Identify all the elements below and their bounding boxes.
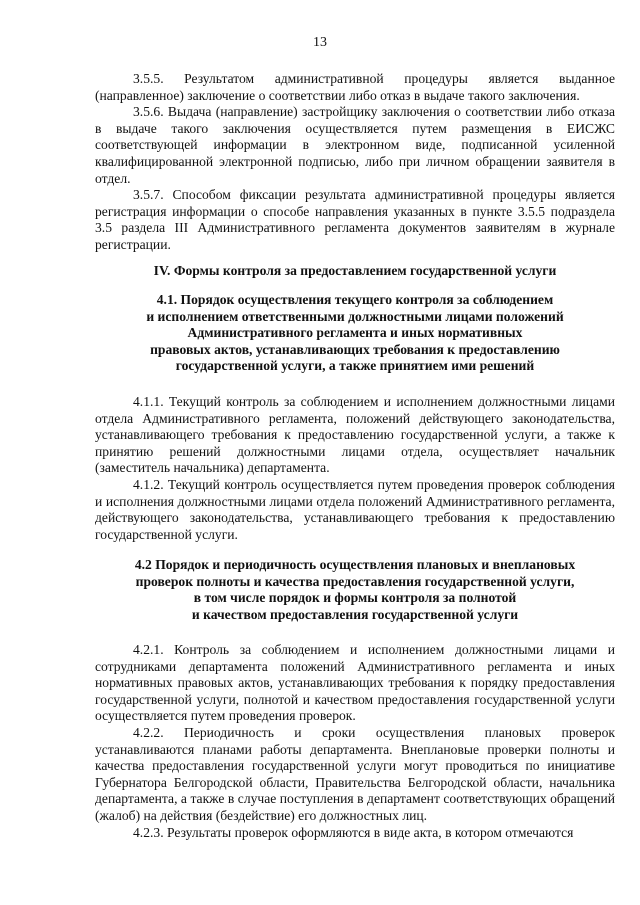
paragraph-3-5-7: 3.5.7. Способом фиксации результата административной процедуры является регистрация информации о способе направления указанных в пункте 3.5.5 подраздела 3.5 раздела III Административного регламента документов заявителям в журнале регистрации. [95, 187, 615, 252]
paragraph-4-2-1: 4.2.1. Контроль за соблюдением и исполнением должностными лицами и сотрудниками департамента положений Административного регламента и иных нормативных правовых актов, устанавливающих требования к порядку предоставления государственной услуги, полнотой и качеством предоставления государственной услуги осуществляется путем проведения проверок. [95, 642, 615, 724]
paragraph-4-2-2: 4.2.2. Периодичность и сроки осуществления плановых проверок устанавливаются планами работы департамента. Внеплановые проверки полноты и качества предоставления государственной услуги могут проводиться по инициативе Губернатора Белгородской области, Правительства Белгородской области, начальника департамента, а также в случае поступления в департамент соответствующих обращений (жалоб) на действия (бездействие) его должностных лиц. [95, 724, 615, 823]
paragraph-3-5-5: 3.5.5. Результатом административной процедуры является выданное (направленное) заключение о соответствии либо отказ в выдаче такого заключения. [95, 71, 615, 103]
paragraph-4-2-3: 4.2.3. Результаты проверок оформляются в виде акта, в котором отмечаются [133, 824, 574, 840]
block-4-2 [95, 642, 615, 841]
heading-4-2-line: проверок полноты и качества предоставления государственной услуги, [135, 573, 575, 589]
heading-4-1-line: Административного регламента и иных нормативных [187, 325, 523, 341]
heading-4-2 [95, 557, 615, 623]
paragraph-4-1-2: 4.1.2. Текущий контроль осуществляется путем проведения проверок соблюдения и исполнения должностными лицами отдела положений Административного регламента, действующего законодательства, устанавливающего требования к предоставлению государственной услуги. [95, 476, 615, 542]
heading-4-2-line: 4.2 Порядок и периодичность осуществления плановых и внеплановых [134, 557, 576, 572]
heading-4-2-line: и качеством предоставления государственной услуги [191, 606, 519, 622]
heading-4-1 [95, 292, 615, 375]
heading-4-1-line: и исполнением ответственными должностными лицами положений [146, 308, 564, 324]
section-4-title: IV. Формы контроля за предоставлением государственной услуги [153, 263, 557, 278]
heading-4-1-line: государственной услуги, а также принятием ими решений [175, 358, 535, 374]
paragraph-4-1-1: 4.1.1. Текущий контроль за соблюдением и исполнением должностными лицами отдела Административного регламента, положений действующего законодательства, устанавливающего требования к предоставлению государственной услуги, а также к принятию решений должностными лицами отдела, осуществляет начальник (заместитель начальника) департамента. [95, 394, 615, 476]
block-4-1 [95, 394, 615, 543]
heading-4-1-line: 4.1. Порядок осуществления текущего контроля за соблюдением [156, 292, 554, 307]
block-3-5 [95, 71, 615, 254]
heading-4-1-line: правовых актов, устанавливающих требования к предоставлению [150, 341, 560, 357]
heading-4-2-line: в том числе порядок и формы контроля за полнотой [193, 590, 517, 606]
paragraph-3-5-6: 3.5.6. Выдача (направление) застройщику заключения о соответствии либо отказа в выдаче такого заключения осуществляется путем размещения в ЕИСЖС соответствующей информации в электронном виде, подписанной усиленной квалифицированной электронной подписью, либо при личном обращении заявителя в отдел. [95, 104, 615, 186]
page-number: 13 [313, 35, 327, 50]
